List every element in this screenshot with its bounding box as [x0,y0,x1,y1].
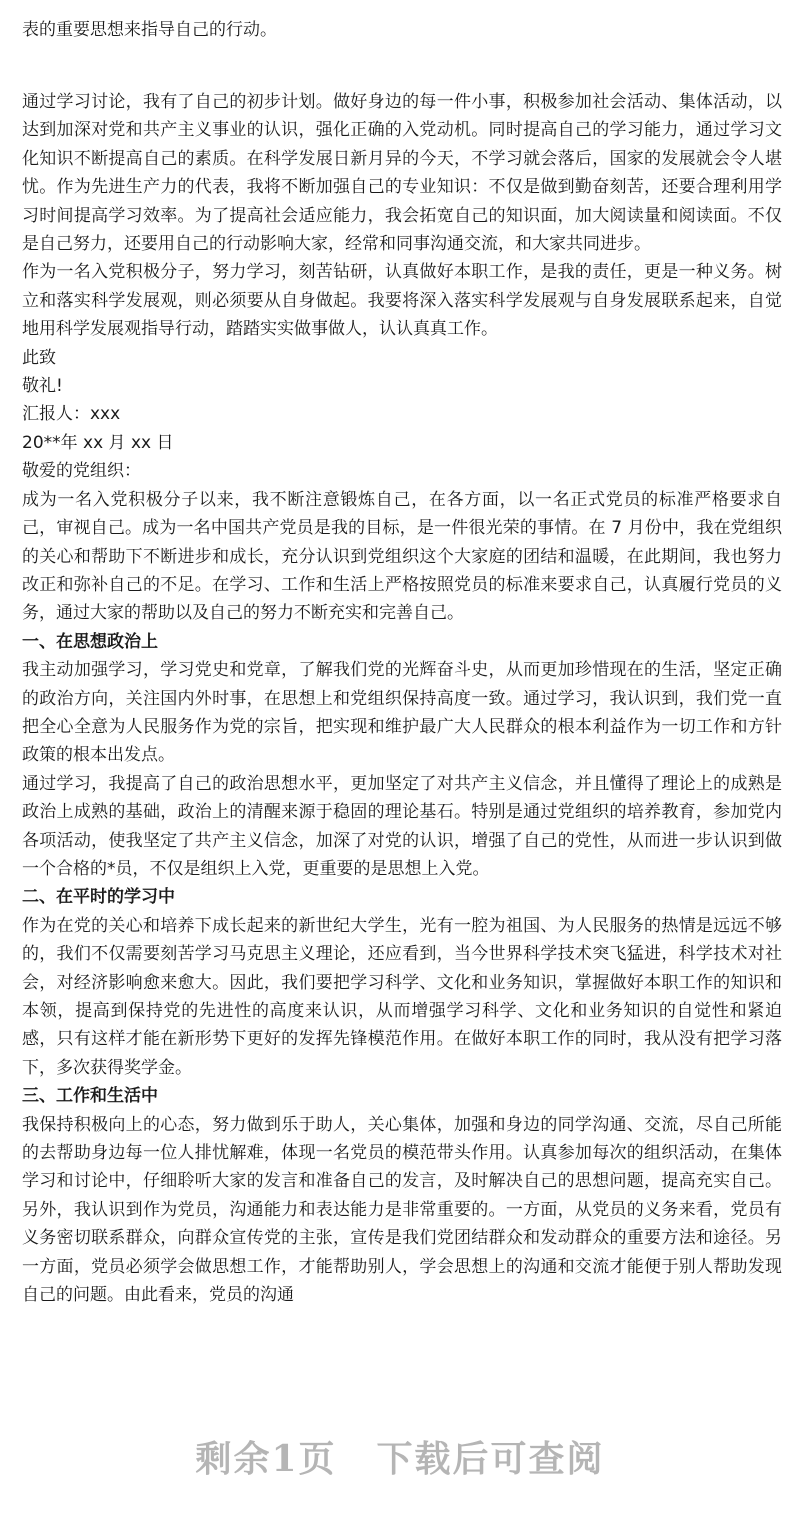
paragraph: 我保持积极向上的心态，努力做到乐于助人，关心集体，加强和身边的同学沟通、交流，尽自己所能的去帮助身边每一位人排忧解难，体现一名党员的模范带头作用。认真参加每次的组织活动，在集体学习和讨论中，仔细聆听大家的发言和准备自己的发言，及时解决自己的思想问题，提高充实自己。另外，我认识到作为党员，沟通能力和表达能力是非常重要的。一方面，从党员的义务来看，党员有义务密切联系群众，向群众宣传党的主张，宣传是我们党团结群众和发动群众的重要方法和途径。另一方面，党员必须学会做思想工作，才能帮助别人，学会思想上的沟通和交流才能便于别人帮助发现自己的问题。由此看来，党员的沟通 [22,1114,782,1306]
download-to-view-label[interactable]: 下载后可查阅 [376,1437,605,1480]
paragraph: 成为一名入党积极分子以来，我不断注意锻炼自己，在各方面，以一名正式党员的标准严格要求自己，审视自己。成为一名中国共产党员是我的目标，是一件很光荣的事情。在 7 月份中，我在党组织的关心和帮助下不断进步和成长，充分认识到党组织这个大家庭的团结和温暖，在此期间，我也努力改正和弥补自己的不足。在学习、工作和生活上严格按照党员的标准来要求自己，认真履行党员的义务，通过大家的帮助以及自己的努力不断充实和完善自己。 [22,489,782,624]
top-fragment [22,0,782,44]
paragraph: 通过学习，我提高了自己的政治思想水平，更加坚定了对共产主义信念，并且懂得了理论上的成熟是政治上成熟的基础，政治上的清醒来源于稳固的理论基石。特别是通过党组织的培养教育，参加党内各项活动，使我坚定了共产主义信念，加深了对党的认识，增强了自己的党性，从而进一步认识到做一个合格的*员，不仅是组织上入党，更重要的是思想上入党。 [22,773,782,879]
paragraph: 敬礼! [22,376,63,397]
section-heading: 一、在思想政治上 [22,631,158,652]
paragraph: 我主动加强学习，学习党史和党章，了解我们党的光辉奋斗史，从而更加珍惜现在的生活，坚定正确的政治方向，关注国内外时事，在思想上和党组织保持高度一致。通过学习，我认识到，我们党一直把全心全意为人民服务作为党的宗旨，把实现和维护最广大人民群众的根本利益作为一切工作和方针政策的根本出发点。 [22,660,782,766]
paragraph: 此致 [22,347,56,368]
section-heading: 二、在平时的学习中 [22,887,175,908]
paragraph: 敬爱的党组织： [22,461,141,482]
top-fragment-line: 表的重要思想来指导自己的行动。 [22,20,277,40]
remaining-pages-banner[interactable] [0,1426,800,1486]
paragraph: 汇报人：xxx [22,404,121,425]
document-body [22,88,782,1309]
paragraph: 20**年 xx 月 xx 日 [22,432,174,453]
remaining-pages-label: 剩余1页 [195,1437,337,1480]
paragraph: 通过学习讨论，我有了自己的初步计划。做好身边的每一件小事，积极参加社会活动、集体活动，以达到加深对党和共产主义事业的认识，强化正确的入党动机。同时提高自己的学习能力，通过学习文化知识不断提高自己的素质。在科学发展日新月异的今天，不学习就会落后，国家的发展就会令人堪忧。作为先进生产力的代表，我将不断加强自己的专业知识：不仅是做到勤奋刻苦，还要合理利用学习时间提高学习效率。为了提高社会适应能力，我会拓宽自己的知识面，加大阅读量和阅读面。不仅是自己努力，还要用自己的行动影响大家，经常和同事沟通交流，和大家共同进步。 [22,92,782,255]
paragraph: 作为在党的关心和培养下成长起来的新世纪大学生，光有一腔为祖国、为人民服务的热情是远远不够的，我们不仅需要刻苦学习马克思主义理论，还应看到，当今世界科学技术突飞猛进，科学技术对社会，对经济影响愈来愈大。因此，我们要把学习科学、文化和业务知识，掌握做好本职工作的知识和本领，提高到保持党的先进性的高度来认识，从而增强学习科学、文化和业务知识的自觉性和紧迫感，只有这样才能在新形势下更好的发挥先锋模范作用。在做好本职工作的同时，我从没有把学习落下，多次获得奖学金。 [22,915,782,1078]
clipped-line [22,0,782,16]
paragraph: 作为一名入党积极分子，努力学习，刻苦钻研，认真做好本职工作，是我的责任，更是一种义务。树立和落实科学发展观，则必须要从自身做起。我要将深入落实科学发展观与自身发展联系起来，自觉地用科学发展观指导行动，踏踏实实做事做人，认认真真工作。 [22,262,782,340]
section-heading: 三、工作和生活中 [22,1086,158,1107]
